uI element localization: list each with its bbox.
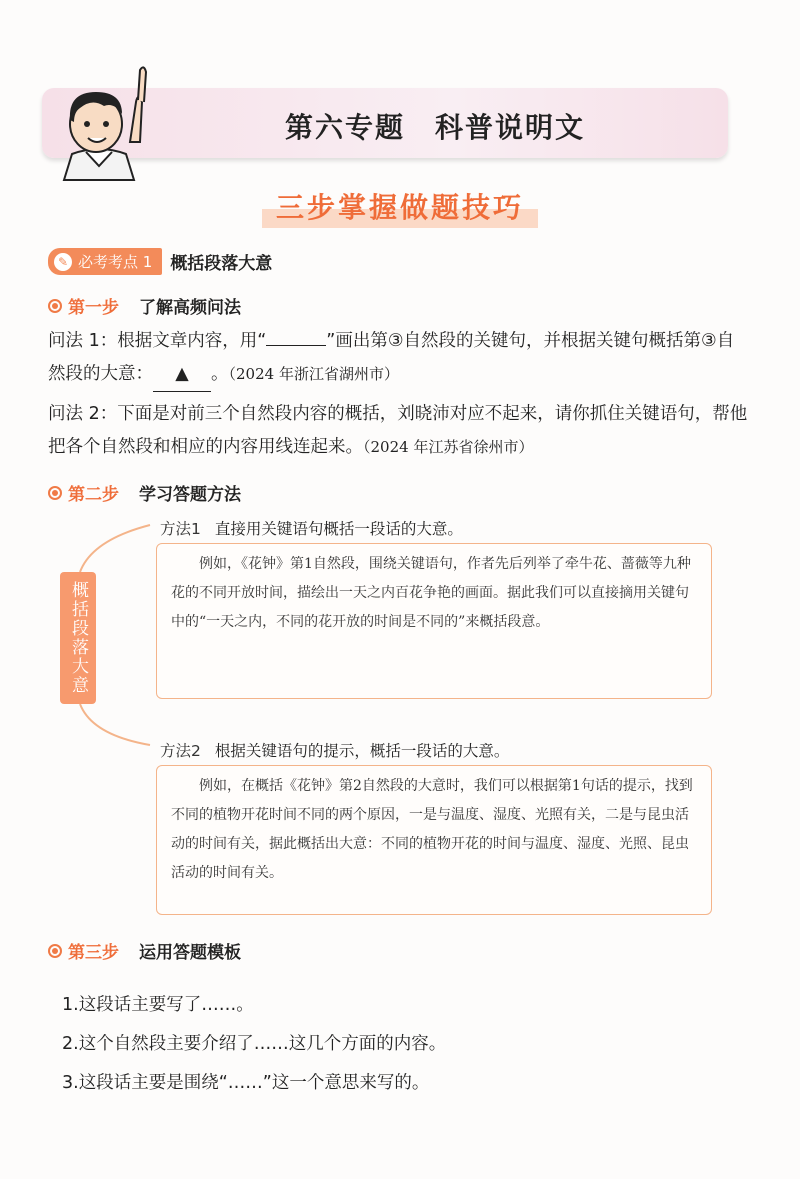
method2-example-box xyxy=(156,765,712,915)
template-item-2: 2.这个自然段主要介绍了……这几个方面的内容。 xyxy=(62,1034,447,1054)
knowledge-point-title: 概括段落大意 xyxy=(170,254,273,274)
method2-title: 根据关键语句的提示，概括一段话的大意。 xyxy=(214,742,510,760)
pencil-icon: ✎ xyxy=(54,253,72,271)
q1-source: （2024 年浙江省湖州市） xyxy=(228,365,399,383)
step3-name: 第三步 xyxy=(68,943,119,963)
method1-example: 例如，《花钟》第1自然段，围绕关键语句，作者先后列举了牵牛花、蔷薇等九种花的不同开放时间，描绘出一天之内百花争艳的画面。据此我们可以直接摘用关键句中的“一天之内，不同的花开放的时间是不同的”来概括段意。 xyxy=(171,556,691,630)
template-item-1: 1.这段话主要写了……。 xyxy=(62,995,254,1015)
method1-label: 方法1 xyxy=(160,520,201,538)
circle-bullet-icon xyxy=(48,944,62,958)
triangle-icon: ▲ xyxy=(175,364,189,384)
method1-example-box xyxy=(156,543,712,699)
q1-part-a: 问法 1：根据文章内容，用“ xyxy=(48,331,267,351)
side-tag: 概括段落大意 xyxy=(60,572,96,704)
method2-example: 例如，在概括《花钟》第2自然段的大意时，我们可以根据第1句话的提示，找到不同的植物开花时间不同的两个原因，一是与温度、湿度、光照有关，二是与昆虫活动的时间有关，据此概括出大意：不同的植物开花的时间与温度、湿度、光照、昆虫活动的时间有关。 xyxy=(171,778,693,881)
step2-title: 学习答题方法 xyxy=(139,485,241,505)
knowledge-point-badge-text: 必考考点 1 xyxy=(78,253,153,271)
q1-part-b: ”画出第③自然段的关键句，并根据关键句概括第③自然段的大意： xyxy=(48,331,735,384)
q1-part-c: 。 xyxy=(211,364,229,384)
step1-title: 了解高频问法 xyxy=(139,298,241,318)
method1-heading xyxy=(160,517,463,539)
section-subtitle: 三步掌握做题技巧 xyxy=(262,186,538,228)
step1-name: 第一步 xyxy=(68,298,119,318)
method1-title: 直接用关键语句概括一段话的大意。 xyxy=(214,520,463,538)
q2-source: （2024 年江苏省徐州市） xyxy=(363,438,534,456)
step3-title: 运用答题模板 xyxy=(139,943,241,963)
template-item-3: 3.这段话主要是围绕“……”这一个意思来写的。 xyxy=(62,1073,430,1093)
page-title: 第六专题 科普说明文 xyxy=(284,111,585,144)
method2-heading xyxy=(160,739,509,761)
step3-header xyxy=(48,938,241,963)
q2-text: 问法 2：下面是对前三个自然段内容的概括，刘晓沛对应不起来，请你抓住关键语句，帮他把各个自然段和相应的内容用线连起来。 xyxy=(48,404,748,457)
step2-name: 第二步 xyxy=(68,485,119,505)
method2-label: 方法2 xyxy=(160,742,201,760)
